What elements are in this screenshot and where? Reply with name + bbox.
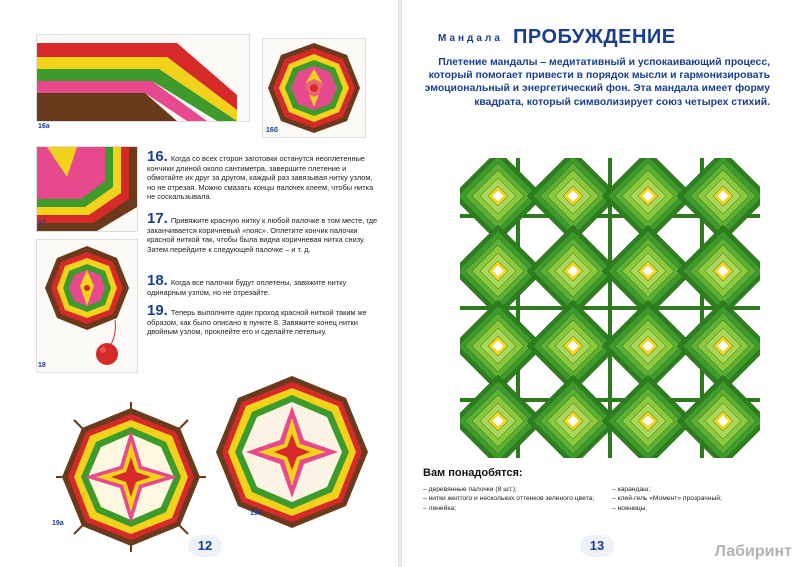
caption-16b: 16б [266, 127, 279, 134]
step-19-number: 19. [147, 302, 168, 319]
page-number-left: 12 [188, 535, 222, 557]
mandala-19b-image [212, 372, 372, 532]
material-item: – ножницы. [612, 504, 648, 512]
step-17-text: Привяжите красную нитку к любой палочке в том месте, где заканчивается коричневый «пояс». Оплетите кончик палочки красной ниткой так, чтобы была видна коричневая нитка снизу. Затем перейдите к следующей палочке – и т. д. [147, 216, 378, 254]
materials-heading: Вам понадобятся: [423, 467, 523, 479]
woven-tile [602, 375, 694, 458]
woven-tile [677, 225, 760, 317]
caption-19b: 19б [250, 510, 263, 517]
band-image [37, 35, 249, 121]
step-18-number: 18. [147, 272, 168, 289]
step-17-number: 17. [147, 210, 168, 227]
photo-16a [36, 34, 250, 122]
material-item: – деревянные палочки (8 шт.); [423, 486, 517, 493]
material-item: – линейка; [423, 504, 457, 512]
square-mandala-image [460, 158, 760, 458]
photo-16b [262, 38, 366, 138]
step-16 [147, 148, 379, 202]
photo-18 [36, 239, 138, 373]
publisher-logo: Лабиринт [714, 543, 792, 560]
left-page [0, 0, 398, 567]
caption-16a: 16а [38, 123, 50, 130]
intro-paragraph: Плетение мандалы – медитативный и успокаивающий процесс, который помогает привести в порядок мысли и гармонизировать эмоциональный и энергетический фон. Эта мандала имеет форму квадрата, который символизирует союз четырех стихий. [424, 57, 770, 108]
mandala-19a-image [56, 402, 206, 552]
material-item: – карандаш; [612, 486, 651, 493]
mandala-18-image [37, 240, 137, 372]
step-17 [147, 210, 379, 254]
mandala-16b-image [263, 39, 365, 137]
materials-list-left [423, 486, 603, 514]
corner-image [37, 147, 137, 231]
material-item: – нитки желтого и нескольких оттенков зеленого цвета; [423, 495, 595, 503]
caption-19a: 19а [52, 520, 64, 527]
caption-17: 17 [38, 220, 46, 227]
step-16-text: Когда со всех сторон заготовки останутся неоплетенные кончики длиной около сантиметра, завершите плетение и обмотайте их друг за другом, каждый раз завязывая нитку узлом, но не отрезая. Можно смазать концы палочек клеем, чтобы нитка не соскальзывала. [147, 154, 374, 202]
step-19 [147, 302, 379, 337]
woven-tile [677, 375, 760, 458]
woven-tile [677, 300, 760, 392]
caption-18: 18 [38, 362, 46, 369]
photo-17 [36, 146, 138, 232]
page-number-right: 13 [580, 535, 614, 557]
materials-list-right [612, 486, 782, 514]
title-prefix: Мандала [438, 33, 503, 44]
step-16-number: 16. [147, 148, 168, 165]
step-18 [147, 272, 379, 297]
step-18-text: Когда все палочки будут оплетены, завяжите нитку одинарным узлом, но не отрезайте. [147, 278, 347, 297]
step-19-text: Теперь выполните один проход красной ниткой таким же образом, как было описано в пункте 8. Завяжите конец нитки двойным узлом, проклейте его и сделайте петельку. [147, 308, 367, 337]
page-title: ПРОБУЖДЕНИЕ [513, 26, 676, 48]
woven-tile [527, 375, 619, 458]
material-item: – клей-гель «Момент» прозрачный; [612, 495, 722, 503]
